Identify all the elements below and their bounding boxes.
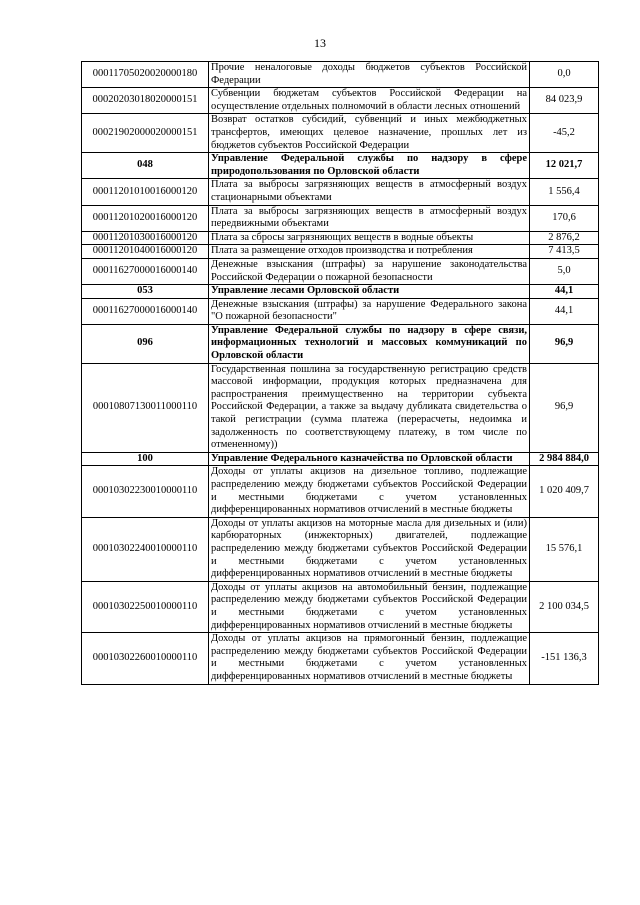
revenue-name-cell: Плата за выбросы загрязняющих веществ в атмосферный воздух передвижными объектами xyxy=(209,205,530,231)
revenue-code-cell: 00011201040016000120 xyxy=(82,245,209,259)
revenue-amount-cell: 1 020 409,7 xyxy=(530,466,599,517)
table-row xyxy=(82,258,599,284)
table-row-department xyxy=(82,324,599,363)
revenue-code-cell: 00010302250010000110 xyxy=(82,581,209,632)
revenue-name-cell: Управление Федерального казначейства по Орловской области xyxy=(209,452,530,466)
revenue-code-cell: 048 xyxy=(82,153,209,179)
revenue-code-cell: 00011627000016000140 xyxy=(82,258,209,284)
table-row xyxy=(82,88,599,114)
revenue-name-cell: Прочие неналоговые доходы бюджетов субъектов Российской Федерации xyxy=(209,62,530,88)
revenue-amount-cell: 84 023,9 xyxy=(530,88,599,114)
revenue-amount-cell: 2 100 034,5 xyxy=(530,581,599,632)
revenue-code-cell: 00021902000020000151 xyxy=(82,114,209,153)
revenue-amount-cell: 44,1 xyxy=(530,285,599,299)
revenue-code-cell: 00020203018020000151 xyxy=(82,88,209,114)
table-row xyxy=(82,114,599,153)
revenue-amount-cell: 1 556,4 xyxy=(530,179,599,205)
revenue-name-cell: Денежные взыскания (штрафы) за нарушение законодательства Российской Федерации о пожарной безопасности xyxy=(209,258,530,284)
revenue-amount-cell: 12 021,7 xyxy=(530,153,599,179)
table-row xyxy=(82,205,599,231)
revenue-name-cell: Доходы от уплаты акцизов на прямогонный бензин, подлежащие распределению между бюджетами субъектов Российской Федерации и местными бюджетами с учетом установленных дифференцированных нормативов отчислений в местные бюджеты xyxy=(209,633,530,684)
revenue-amount-cell: 44,1 xyxy=(530,298,599,324)
revenue-name-cell: Государственная пошлина за государственную регистрацию средств массовой информации, продукция которых предназначена для распространения преимущественно на территории субъекта Российской Федерации, а также за выдачу дубликата свидетельства о такой регистрации (сумма платежа (перерасчеты, недоимка и задолженность по соответствующему платежу, в том числе по отмененному)) xyxy=(209,363,530,452)
revenue-amount-cell: 0,0 xyxy=(530,62,599,88)
revenue-name-cell: Плата за сбросы загрязняющих веществ в водные объекты xyxy=(209,231,530,245)
revenue-table-body xyxy=(82,62,599,685)
table-row xyxy=(82,62,599,88)
revenue-code-cell: 096 xyxy=(82,324,209,363)
revenue-name-cell: Возврат остатков субсидий, субвенций и иных межбюджетных трансфертов, имеющих целевое назначение, прошлых лет из бюджетов субъектов Российской Федерации xyxy=(209,114,530,153)
revenue-table xyxy=(81,61,599,685)
revenue-code-cell: 00011201030016000120 xyxy=(82,231,209,245)
revenue-name-cell: Плата за размещение отходов производства и потребления xyxy=(209,245,530,259)
revenue-amount-cell: 7 413,5 xyxy=(530,245,599,259)
table-row xyxy=(82,581,599,632)
table-row-department xyxy=(82,285,599,299)
revenue-code-cell: 00011201020016000120 xyxy=(82,205,209,231)
revenue-amount-cell: 170,6 xyxy=(530,205,599,231)
revenue-name-cell: Доходы от уплаты акцизов на автомобильный бензин, подлежащие распределению между бюджетами субъектов Российской Федерации и местными бюджетами с учетом установленных дифференцированных нормативов отчислений в местные бюджеты xyxy=(209,581,530,632)
revenue-amount-cell: -151 136,3 xyxy=(530,633,599,684)
revenue-name-cell: Доходы от уплаты акцизов на моторные масла для дизельных и (или) карбюраторных (инжекторных) двигателей, подлежащие распределению между бюджетами субъектов Российской Федерации и местными бюджетами с учетом установленных дифференцированных нормативов отчислений в местные бюджеты xyxy=(209,517,530,581)
revenue-amount-cell: 2 984 884,0 xyxy=(530,452,599,466)
revenue-name-cell: Доходы от уплаты акцизов на дизельное топливо, подлежащие распределению между бюджетами субъектов Российской Федерации и местными бюджетами с учетом установленных дифференцированных нормативов отчислений в местные бюджеты xyxy=(209,466,530,517)
revenue-code-cell: 053 xyxy=(82,285,209,299)
revenue-code-cell: 00010302260010000110 xyxy=(82,633,209,684)
table-row xyxy=(82,298,599,324)
revenue-code-cell: 00010302240010000110 xyxy=(82,517,209,581)
revenue-name-cell: Управление Федеральной службы по надзору в сфере связи, информационных технологий и массовых коммуникаций по Орловской области xyxy=(209,324,530,363)
table-row xyxy=(82,633,599,684)
revenue-amount-cell: 2 876,2 xyxy=(530,231,599,245)
revenue-amount-cell: 5,0 xyxy=(530,258,599,284)
table-row-department xyxy=(82,153,599,179)
revenue-name-cell: Денежные взыскания (штрафы) за нарушение Федерального закона "О пожарной безопасности" xyxy=(209,298,530,324)
revenue-code-cell: 00011627000016000140 xyxy=(82,298,209,324)
revenue-amount-cell: 96,9 xyxy=(530,363,599,452)
table-row-department xyxy=(82,452,599,466)
revenue-amount-cell: -45,2 xyxy=(530,114,599,153)
revenue-name-cell: Управление Федеральной службы по надзору в сфере природопользования по Орловской области xyxy=(209,153,530,179)
revenue-code-cell: 100 xyxy=(82,452,209,466)
revenue-code-cell: 00010302230010000110 xyxy=(82,466,209,517)
page-number: 13 xyxy=(314,36,326,50)
revenue-code-cell: 00011201010016000120 xyxy=(82,179,209,205)
table-row xyxy=(82,245,599,259)
revenue-code-cell: 00010807130011000110 xyxy=(82,363,209,452)
revenue-amount-cell: 15 576,1 xyxy=(530,517,599,581)
revenue-amount-cell: 96,9 xyxy=(530,324,599,363)
table-row xyxy=(82,517,599,581)
table-row xyxy=(82,466,599,517)
table-row xyxy=(82,231,599,245)
revenue-name-cell: Субвенции бюджетам субъектов Российской Федерации на осуществление отдельных полномочий в области лесных отношений xyxy=(209,88,530,114)
revenue-name-cell: Плата за выбросы загрязняющих веществ в атмосферный воздух стационарными объектами xyxy=(209,179,530,205)
revenue-code-cell: 00011705020020000180 xyxy=(82,62,209,88)
table-row xyxy=(82,179,599,205)
table-row xyxy=(82,363,599,452)
revenue-name-cell: Управление лесами Орловской области xyxy=(209,285,530,299)
